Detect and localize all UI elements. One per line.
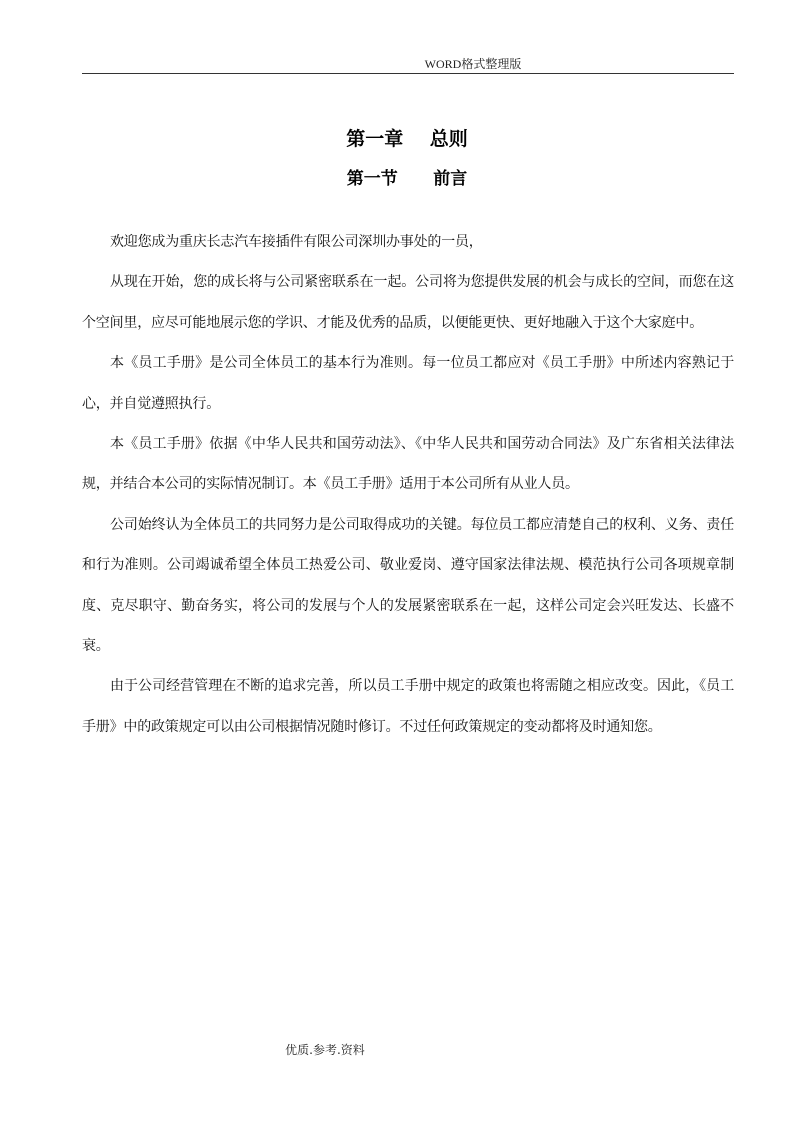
paragraph-legal-basis: 本《员工手册》依据《中华人民共和国劳动法》、《中华人民共和国劳动合同法》及广东省相关法律法规，并结合本公司的实际情况制订。本《员工手册》适用于本公司所有从业人员。 [82, 436, 734, 493]
section-title: 第一节 前言 [346, 169, 468, 189]
page-footer-text: 优质.参考.资料 [285, 1043, 365, 1057]
paragraph-growth: 从现在开始，您的成长将与公司紧密联系在一起。公司将为您提供发展的机会与成长的空间，而您在这个空间里，应尽可能地展示您的学识、才能及优秀的品质，以便能更快、更好地融入于这个大家庭中。 [82, 274, 734, 331]
chapter-title: 第一章 总则 [346, 128, 468, 150]
paragraph-welcome: 欢迎您成为重庆长志汽车接插件有限公司深圳办事处的一员， [110, 234, 483, 250]
paragraph-policy-changes: 由于公司经营管理在不断的追求完善，所以员工手册中规定的政策也将需随之相应改变。因此，《员工手册》中的政策规定可以由公司根据情况随时修订。不过任何政策规定的变动都将及时通知您。 [82, 678, 734, 735]
page-header-text: WORD格式整理版 [424, 57, 522, 71]
paragraph-company-belief: 公司始终认为全体员工的共同努力是公司取得成功的关键。每位员工都应清楚自己的权利、义务、责任和行为准则。公司竭诚希望全体员工热爱公司、敬业爱岗、遵守国家法律法规、模范执行公司各项规章制度、克尽职守、勤奋务实，将公司的发展与个人的发展紧密联系在一起，这样公司定会兴旺发达、长盛不衰。 [82, 516, 734, 655]
paragraph-code-of-conduct: 本《员工手册》是公司全体员工的基本行为准则。每一位员工都应对《员工手册》中所述内容熟记于心，并自觉遵照执行。 [82, 355, 734, 412]
header-divider [82, 73, 734, 74]
document-body [82, 222, 734, 747]
